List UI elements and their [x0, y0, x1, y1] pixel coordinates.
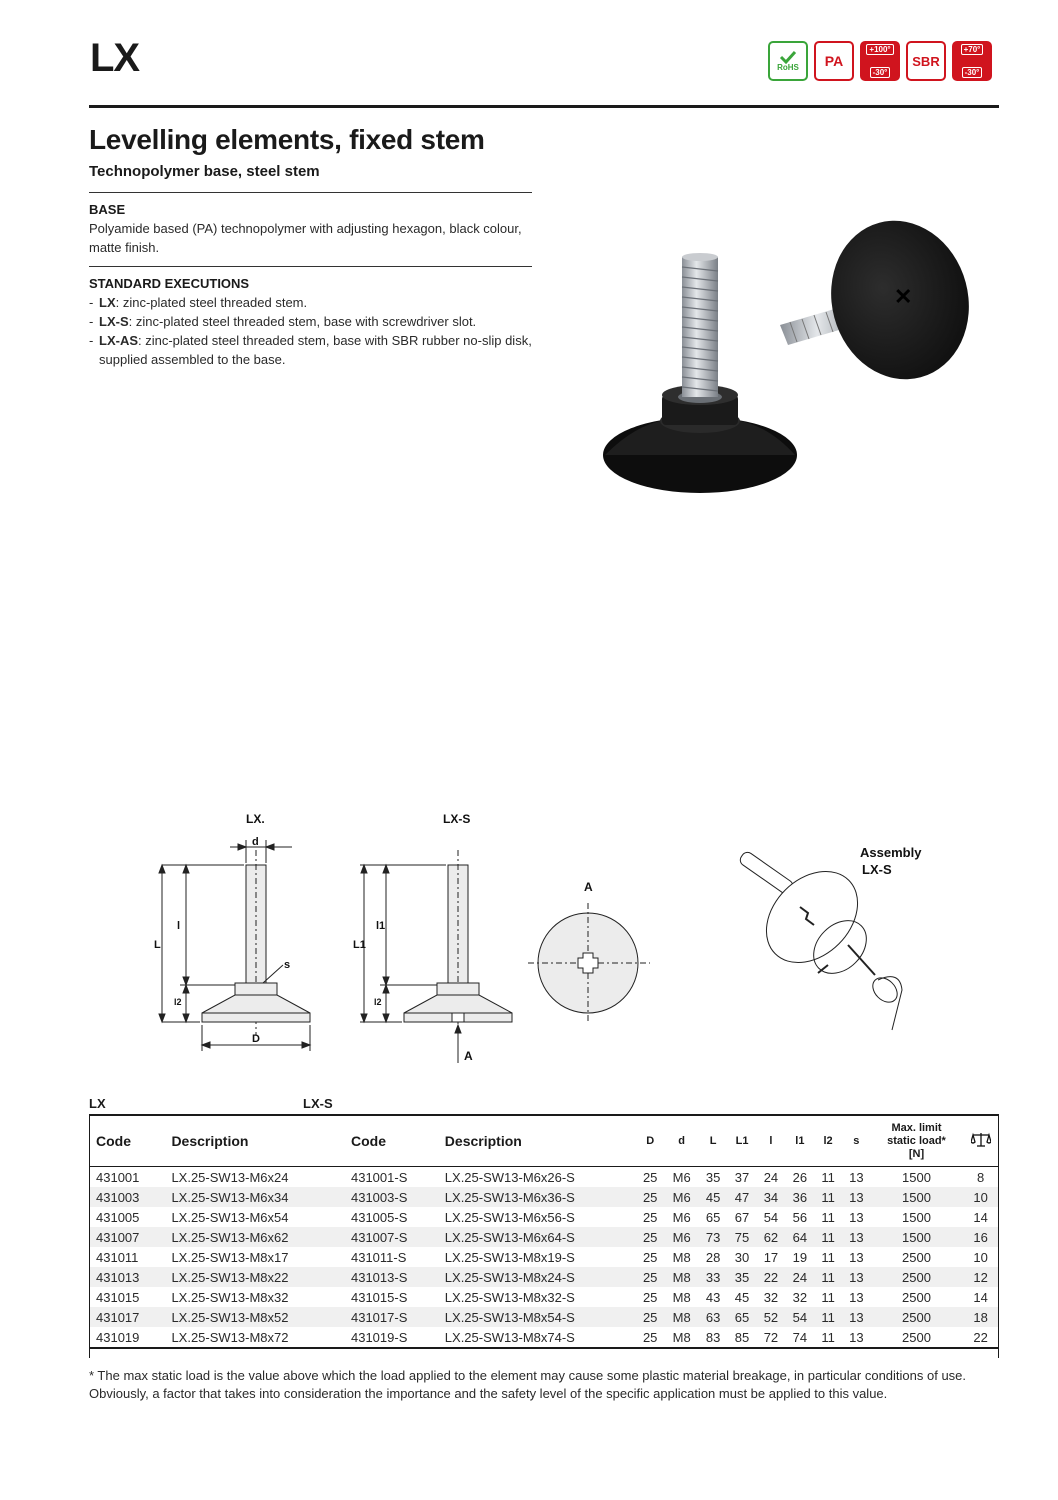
detail-a-label: A [584, 880, 593, 894]
cell-s: 13 [842, 1327, 871, 1348]
col-l: l [756, 1115, 785, 1167]
section-divider [89, 192, 532, 193]
cell-code-s: 431007-S [344, 1227, 438, 1247]
cell-code: 431011 [96, 1249, 139, 1265]
col-l2: l2 [814, 1115, 842, 1167]
cell-D: 25 [642, 1169, 658, 1185]
assembly-label: Assembly [860, 845, 922, 860]
cell-max-load: 1500 [902, 1169, 931, 1185]
dim-L1-label: L1 [353, 939, 366, 951]
cell-l1: 56 [792, 1209, 808, 1225]
cell-L: 35 [705, 1169, 721, 1185]
cell-code: 431019 [89, 1327, 164, 1348]
assembly-illustration [738, 850, 902, 1030]
cell-D: 25 [636, 1267, 665, 1287]
cell-L: 63 [699, 1307, 728, 1327]
cell-l: 24 [763, 1169, 779, 1185]
cell-D: 25 [642, 1209, 658, 1225]
cell-code-s: 431013-S [344, 1267, 438, 1287]
table-row [89, 1247, 999, 1267]
cell-l2: 11 [814, 1187, 842, 1207]
col-description: Description [164, 1115, 344, 1167]
lxs-drawing [360, 850, 512, 1063]
rohs-label: RoHS [777, 63, 799, 72]
cell-weight: 14 [973, 1289, 988, 1305]
cell-l: 22 [756, 1267, 785, 1287]
cell-L1: 75 [728, 1227, 757, 1247]
cell-L1: 45 [734, 1289, 750, 1305]
cell-code-s: 431003-S [344, 1187, 438, 1207]
leveller-upright [603, 253, 797, 493]
cell-description: LX.25-SW13-M8x32 [171, 1289, 289, 1305]
cell-D: 25 [636, 1307, 665, 1327]
cell-d: M8 [665, 1267, 699, 1287]
cell-d: M6 [672, 1169, 691, 1185]
cell-code: 431007 [89, 1227, 164, 1247]
assembly-sublabel: LX-S [862, 862, 892, 877]
table-row [89, 1287, 999, 1307]
cell-d: M8 [665, 1307, 699, 1327]
cell-max-load: 1500 [902, 1209, 931, 1225]
leveller-tilted [780, 215, 986, 395]
temp-max-label: +70° [961, 44, 984, 55]
cell-code: 431013 [89, 1267, 164, 1287]
table-row [89, 1227, 999, 1247]
lxs-drawing-title: LX-S [443, 812, 471, 826]
sbr-label: SBR [912, 53, 940, 69]
cell-l2: 11 [814, 1267, 842, 1287]
cell-l1: 36 [785, 1187, 814, 1207]
cell-description-s: LX.25-SW13-M8x19-S [444, 1249, 575, 1265]
col-D: D [636, 1115, 665, 1167]
sbr-badge [906, 41, 946, 81]
cell-l: 32 [763, 1289, 779, 1305]
cell-description-s: LX.25-SW13-M8x74-S [438, 1327, 636, 1348]
cell-l2: 11 [814, 1307, 842, 1327]
cell-code: 431003 [89, 1187, 164, 1207]
table-group-lxs: LX-S [303, 1096, 333, 1111]
cell-L: 73 [699, 1227, 728, 1247]
cell-weight: 10 [973, 1249, 988, 1265]
executions-list [89, 293, 534, 369]
execution-item [89, 312, 534, 331]
cell-description-s: LX.25-SW13-M6x56-S [444, 1209, 575, 1225]
rohs-badge [768, 41, 808, 81]
col-L1: L1 [728, 1115, 757, 1167]
footnote: * The max static load is the value above which the load applied to the element may cause some plastic material breakage, in particular conditions of use. Obviously, a factor that takes into consideration the importance and the safety level of the specific application must be applied to this value. [89, 1368, 967, 1401]
cell-description: LX.25-SW13-M6x34 [164, 1187, 344, 1207]
execution-item [89, 293, 534, 312]
cell-weight: 14 [973, 1209, 988, 1225]
pa-label: PA [824, 53, 844, 69]
col-weight [962, 1115, 999, 1167]
table-row [89, 1267, 999, 1287]
execution-code: LX-S [99, 314, 129, 329]
table-row [89, 1207, 999, 1227]
col-l1: l1 [785, 1115, 814, 1167]
cell-L1: 85 [728, 1327, 757, 1348]
cell-d: M6 [665, 1187, 699, 1207]
execution-code: LX [99, 295, 116, 310]
cell-description: LX.25-SW13-M6x54 [171, 1209, 289, 1225]
executions-heading: STANDARD EXECUTIONS [89, 276, 250, 291]
dim-l-label: l [177, 920, 181, 932]
check-icon [779, 50, 797, 64]
cell-d: M8 [672, 1289, 691, 1305]
cell-l1: 64 [785, 1227, 814, 1247]
cell-code: 431015 [96, 1289, 140, 1305]
cell-weight: 10 [962, 1187, 999, 1207]
cell-l: 62 [756, 1227, 785, 1247]
execution-text: : zinc-plated steel threaded stem, base with SBR rubber no-slip disk, supplied assembled to the base. [99, 333, 532, 367]
cell-L1: 65 [728, 1307, 757, 1327]
dim-D-label: D [252, 1033, 260, 1045]
table-row [89, 1187, 999, 1207]
col-code-s: Code [344, 1115, 438, 1167]
cell-l2: 11 [821, 1209, 835, 1225]
cell-weight: 16 [962, 1227, 999, 1247]
cell-description-s: LX.25-SW13-M8x32-S [444, 1289, 575, 1305]
cell-l: 72 [756, 1327, 785, 1348]
cell-l2: 11 [814, 1227, 842, 1247]
cell-s: 13 [849, 1169, 864, 1185]
cell-weight: 18 [962, 1307, 999, 1327]
cell-l2: 11 [821, 1249, 835, 1265]
lx-drawing [159, 840, 310, 1051]
cell-d: M6 [665, 1227, 699, 1247]
cell-L1: 37 [734, 1169, 750, 1185]
badge-group [768, 41, 992, 81]
cell-description: LX.25-SW13-M6x24 [171, 1169, 289, 1185]
cell-s: 13 [842, 1267, 871, 1287]
temp-min-label: -30° [870, 67, 891, 78]
page-subtitle: Technopolymer base, steel stem [89, 163, 320, 180]
cell-code-s: 431001-S [350, 1169, 408, 1185]
cell-max-load: 2500 [902, 1289, 931, 1305]
table-header-row [89, 1115, 999, 1167]
dim-l2-label: l2 [174, 997, 182, 1007]
col-d: d [665, 1115, 699, 1167]
cell-L1: 35 [728, 1267, 757, 1287]
view-a-arrow-label: A [464, 1049, 473, 1063]
cell-description-s: LX.25-SW13-M6x64-S [438, 1227, 636, 1247]
cell-l: 34 [756, 1187, 785, 1207]
cell-code-s: 431019-S [344, 1327, 438, 1348]
table-border-left [89, 1114, 90, 1358]
lx-drawing-title: LX. [246, 812, 265, 826]
cell-l: 54 [763, 1209, 779, 1225]
cell-s: 13 [842, 1187, 871, 1207]
dim-l1-label: l1 [376, 920, 386, 932]
cell-L: 65 [705, 1209, 721, 1225]
cell-weight: 22 [962, 1327, 999, 1348]
cell-description-s: LX.25-SW13-M6x26-S [444, 1169, 575, 1185]
dim-d-label: d [252, 836, 259, 848]
cell-max-load: 1500 [871, 1227, 962, 1247]
dim-l2-label: l2 [374, 997, 382, 1007]
cell-description: LX.25-SW13-M6x62 [164, 1227, 344, 1247]
table-row [89, 1327, 999, 1348]
scale-icon [971, 1132, 991, 1148]
cell-s: 13 [842, 1307, 871, 1327]
cell-weight: 12 [962, 1267, 999, 1287]
cell-D: 25 [642, 1249, 658, 1265]
cell-L1: 30 [734, 1249, 750, 1265]
cell-code: 431017 [89, 1307, 164, 1327]
cell-code: 431005 [96, 1209, 140, 1225]
cell-D: 25 [636, 1327, 665, 1348]
cell-L: 83 [699, 1327, 728, 1348]
product-photo [590, 215, 990, 515]
execution-code: LX-AS [99, 333, 138, 348]
cell-L: 28 [705, 1249, 721, 1265]
cell-code-s: 431005-S [350, 1209, 408, 1225]
cell-L: 43 [705, 1289, 721, 1305]
cell-s: 13 [849, 1249, 864, 1265]
cell-d: M8 [665, 1327, 699, 1348]
section-divider [89, 266, 532, 267]
table-row [89, 1307, 999, 1327]
cell-L1: 47 [728, 1187, 757, 1207]
temperature-badge-sbr [952, 41, 992, 81]
cell-l1: 74 [785, 1327, 814, 1348]
max-load-line3: [N] [908, 1147, 925, 1160]
cell-max-load: 2500 [871, 1267, 962, 1287]
cell-l1: 26 [792, 1169, 808, 1185]
cell-s: 13 [849, 1289, 864, 1305]
cell-max-load: 2500 [871, 1327, 962, 1348]
cell-description: LX.25-SW13-M8x72 [164, 1327, 344, 1348]
cell-description: LX.25-SW13-M8x17 [171, 1249, 289, 1265]
cell-l2: 11 [821, 1289, 835, 1305]
cell-l: 17 [763, 1249, 779, 1265]
max-load-line1: Max. limit [891, 1121, 942, 1134]
cell-d: M6 [672, 1209, 691, 1225]
table-group-lx: LX [89, 1096, 106, 1111]
table-border-right [998, 1114, 999, 1358]
col-max-load [871, 1115, 962, 1167]
cell-weight: 8 [976, 1169, 985, 1185]
cell-D: 25 [642, 1289, 658, 1305]
cell-s: 13 [842, 1227, 871, 1247]
cell-L: 45 [699, 1187, 728, 1207]
cell-code-s: 431017-S [344, 1307, 438, 1327]
dim-L-label: L [154, 939, 161, 951]
execution-text: : zinc-plated steel threaded stem. [115, 295, 308, 310]
cell-l: 52 [756, 1307, 785, 1327]
cell-s: 13 [849, 1209, 864, 1225]
cell-description-s: LX.25-SW13-M8x54-S [438, 1307, 636, 1327]
cell-description-s: LX.25-SW13-M8x24-S [438, 1267, 636, 1287]
svg-text:✕: ✕ [894, 284, 913, 309]
technical-drawings [140, 805, 940, 1075]
table-row [89, 1167, 999, 1188]
cell-max-load: 2500 [871, 1307, 962, 1327]
cell-code-s: 431015-S [350, 1289, 408, 1305]
cell-d: M8 [672, 1249, 691, 1265]
cell-code-s: 431011-S [350, 1249, 407, 1265]
cell-code: 431001 [96, 1169, 140, 1185]
cell-l2: 11 [814, 1327, 842, 1348]
cell-L: 33 [699, 1267, 728, 1287]
col-code: Code [89, 1115, 164, 1167]
detail-a-view [528, 903, 650, 1023]
max-load-line2: static load* [887, 1134, 946, 1147]
cell-l1: 24 [785, 1267, 814, 1287]
temp-max-label: +100° [866, 44, 893, 55]
col-L: L [699, 1115, 728, 1167]
cell-description-s: LX.25-SW13-M6x36-S [438, 1187, 636, 1207]
cell-max-load: 1500 [871, 1187, 962, 1207]
specification-table [89, 1114, 999, 1349]
cell-l1: 54 [785, 1307, 814, 1327]
pa-badge [814, 41, 854, 81]
dim-s-label: s [284, 959, 291, 971]
cell-l1: 32 [792, 1289, 808, 1305]
base-text: Polyamide based (PA) technopolymer with adjusting hexagon, black colour, matte finish. [89, 221, 522, 255]
temp-min-label: -30° [962, 67, 983, 78]
cell-L1: 67 [734, 1209, 750, 1225]
cell-description: LX.25-SW13-M8x52 [164, 1307, 344, 1327]
base-heading: BASE [89, 202, 126, 217]
col-description-s: Description [438, 1115, 636, 1167]
header-divider [89, 105, 999, 108]
cell-l2: 11 [821, 1169, 835, 1185]
product-code: LX [90, 36, 140, 80]
execution-text: : zinc-plated steel threaded stem, base with screwdriver slot. [128, 314, 477, 329]
temperature-badge-pa [860, 41, 900, 81]
cell-max-load: 2500 [902, 1249, 931, 1265]
cell-D: 25 [636, 1227, 665, 1247]
cell-D: 25 [636, 1187, 665, 1207]
page-title: Levelling elements, fixed stem [89, 124, 485, 155]
cell-l1: 19 [792, 1249, 808, 1265]
col-s: s [842, 1115, 871, 1167]
cell-description: LX.25-SW13-M8x22 [164, 1267, 344, 1287]
execution-item [89, 331, 534, 369]
